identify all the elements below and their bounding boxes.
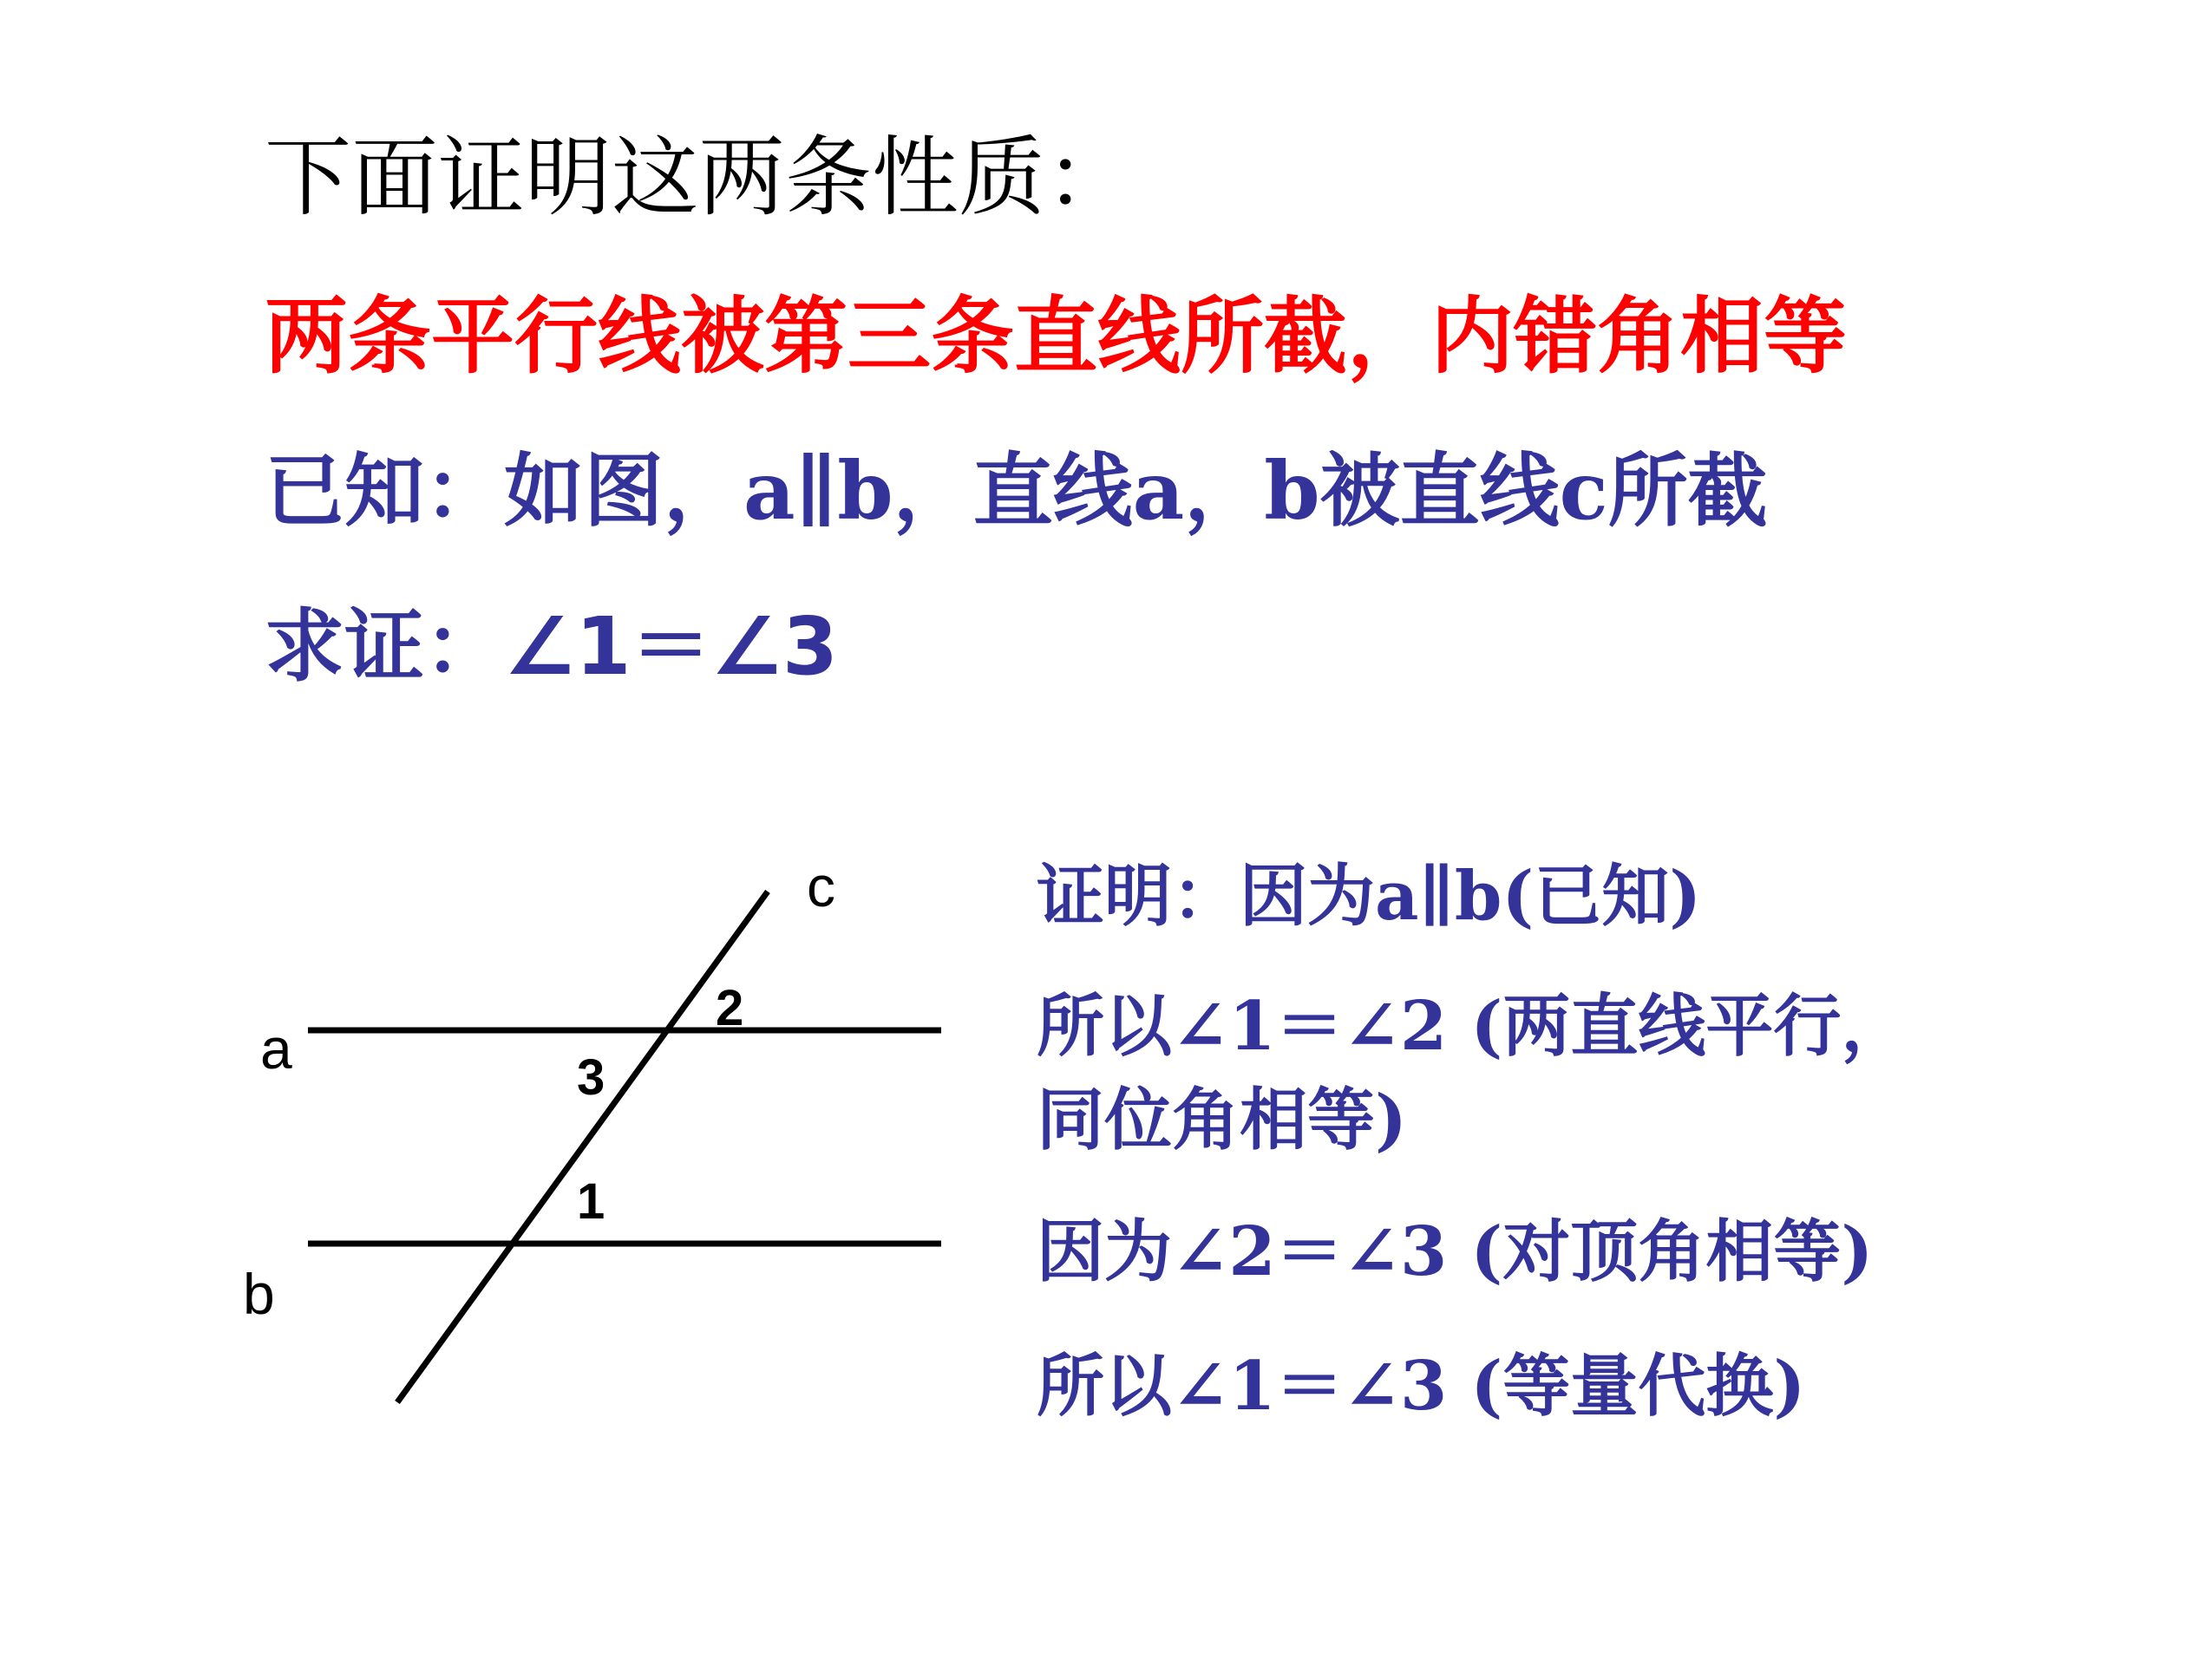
line-a-label: a — [260, 1016, 292, 1081]
proof-line: 所以∠1＝∠3 (等量代换) — [1037, 1347, 1806, 1426]
proof-line: 同位角相等) — [1037, 1081, 1407, 1159]
heading: 下面证明这两条性质： — [265, 127, 1132, 228]
angle-3-label: 3 — [577, 1049, 605, 1106]
proof-line: 所以∠1＝∠2 (两直线平行， — [1037, 987, 1909, 1066]
given-statement: 已知：如图，a∥b，直线a，b被直线c所截 — [265, 444, 1768, 538]
line-c — [397, 892, 768, 1402]
proof-line: 证明：因为a∥b(已知) — [1037, 857, 1702, 936]
proof-line: 因为∠2＝∠3 (对顶角相等) — [1037, 1212, 1874, 1291]
prove-statement: 求证：∠1＝∠3 — [265, 600, 838, 693]
angle-2-label: 2 — [716, 980, 744, 1036]
angle-1-label: 1 — [577, 1173, 605, 1230]
line-c-label: c — [807, 854, 835, 918]
property-statement: 两条平行线被第三条直线所截，内错角相等 — [265, 288, 1847, 385]
line-b-label: b — [243, 1262, 275, 1326]
